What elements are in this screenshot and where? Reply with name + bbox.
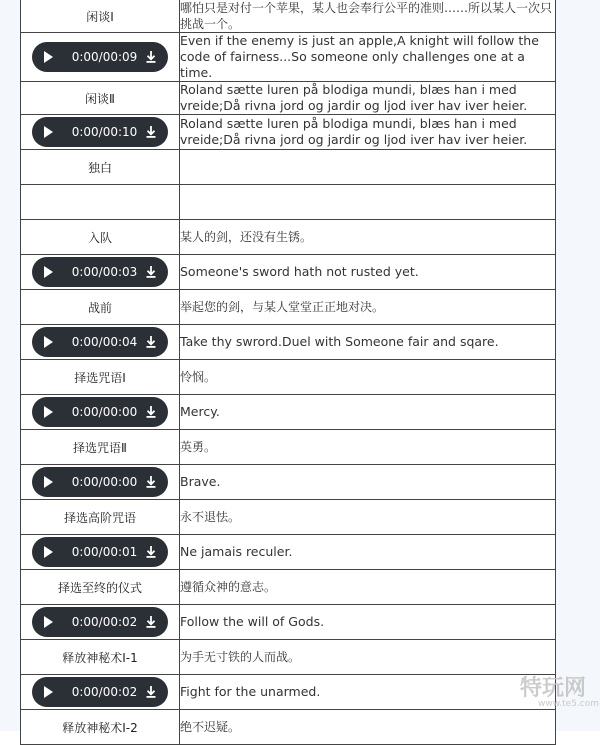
audio-cell [21,115,180,150]
english-line-text: Mercy. [180,395,556,430]
play-icon[interactable] [44,616,53,628]
english-line-text: Roland sætte luren på blodiga mundi, blæs han i med vreide;Då rivna jord og jardir og ljod iver hav iver heier. [180,115,556,150]
line-row [21,710,556,745]
play-icon[interactable] [44,266,53,278]
voice-lines-table [20,0,556,745]
audio-time: 0:00/00:10 [71,125,138,139]
line-text: Roland sætte luren på blodiga mundi, blæs han i med vreide;Då rivna jord og jardir og ljod iver hav iver heier. [180,82,556,115]
line-label: 释放神秘术Ⅰ-2 [21,710,180,745]
line-row [21,185,556,220]
audio-cell [21,325,180,360]
audio-time: 0:00/00:09 [71,50,138,64]
english-line-text: Take thy swrord.Duel with Someone fair and sqare. [180,325,556,360]
line-text [180,150,556,185]
download-icon[interactable] [144,475,158,489]
audio-row [21,115,556,150]
play-icon[interactable] [44,126,53,138]
audio-player[interactable] [32,117,168,147]
line-label: 释放神秘术Ⅰ-1 [21,640,180,675]
line-row [21,82,556,115]
play-icon[interactable] [44,336,53,348]
line-label: 择选至终的仪式 [21,570,180,605]
audio-row [21,33,556,82]
line-label [21,185,180,220]
line-label: 择选咒语Ⅱ [21,430,180,465]
english-line-text: Even if the enemy is just an apple,A knight will follow the code of fairness...So someone only challenges one at a time. [180,33,556,82]
line-row [21,360,556,395]
line-text: 某人的剑，还没有生锈。 [180,220,556,255]
audio-player[interactable] [32,607,168,637]
audio-player[interactable] [32,467,168,497]
line-text: 哪怕只是对付一个苹果，某人也会奉行公平的准则……所以某人一次只挑战一个。 [180,0,556,33]
audio-time: 0:00/00:00 [71,405,138,419]
audio-time: 0:00/00:02 [71,615,138,629]
watermark-logo-text: 特玩网 [520,676,587,701]
download-icon[interactable] [144,335,158,349]
play-icon[interactable] [44,476,53,488]
site-watermark [498,671,599,717]
line-row [21,0,556,33]
line-row [21,500,556,535]
audio-cell [21,605,180,640]
audio-cell [21,465,180,500]
line-row [21,290,556,325]
line-text: 绝不迟疑。 [180,710,556,745]
audio-time: 0:00/00:02 [71,685,138,699]
download-icon[interactable] [144,615,158,629]
audio-row [21,605,556,640]
play-icon[interactable] [44,51,53,63]
audio-cell [21,255,180,290]
audio-time: 0:00/00:03 [71,265,138,279]
audio-player[interactable] [32,677,168,707]
line-text: 英勇。 [180,430,556,465]
audio-time: 0:00/00:01 [71,545,138,559]
audio-cell [21,33,180,82]
line-label: 闲谈Ⅱ [21,82,180,115]
english-line-text: Fight for the unarmed. [180,675,556,710]
line-label: 闲谈Ⅰ [21,0,180,33]
audio-player[interactable] [32,257,168,287]
line-label: 择选高阶咒语 [21,500,180,535]
line-text [180,185,556,220]
line-text: 举起您的剑，与某人堂堂正正地对决。 [180,290,556,325]
audio-player[interactable] [32,42,168,72]
audio-time: 0:00/00:00 [71,475,138,489]
line-text: 永不退怯。 [180,500,556,535]
line-text: 遵循众神的意志。 [180,570,556,605]
line-label: 择选咒语Ⅰ [21,360,180,395]
play-icon[interactable] [44,406,53,418]
download-icon[interactable] [144,405,158,419]
audio-row [21,255,556,290]
line-row [21,570,556,605]
line-row [21,220,556,255]
audio-row [21,325,556,360]
line-label: 独白 [21,150,180,185]
play-icon[interactable] [44,686,53,698]
audio-row [21,535,556,570]
line-label: 战前 [21,290,180,325]
line-label: 入队 [21,220,180,255]
line-row [21,150,556,185]
audio-cell [21,395,180,430]
audio-time: 0:00/00:04 [71,335,138,349]
audio-row [21,395,556,430]
download-icon[interactable] [144,125,158,139]
download-icon[interactable] [144,265,158,279]
english-line-text: Someone's sword hath not rusted yet. [180,255,556,290]
audio-player[interactable] [32,397,168,427]
download-icon[interactable] [144,685,158,699]
play-icon[interactable] [44,546,53,558]
audio-row [21,675,556,710]
english-line-text: Brave. [180,465,556,500]
line-row [21,430,556,465]
line-row [21,640,556,675]
audio-row [21,465,556,500]
english-line-text: Follow the will of Gods. [180,605,556,640]
watermark-url: www.te5.com [538,699,599,709]
download-icon[interactable] [144,50,158,64]
audio-player[interactable] [32,327,168,357]
audio-cell [21,535,180,570]
audio-player[interactable] [32,537,168,567]
line-text: 怜悯。 [180,360,556,395]
download-icon[interactable] [144,545,158,559]
audio-cell [21,675,180,710]
line-text: 为手无寸铁的人而战。 [180,640,556,675]
english-line-text: Ne jamais reculer. [180,535,556,570]
